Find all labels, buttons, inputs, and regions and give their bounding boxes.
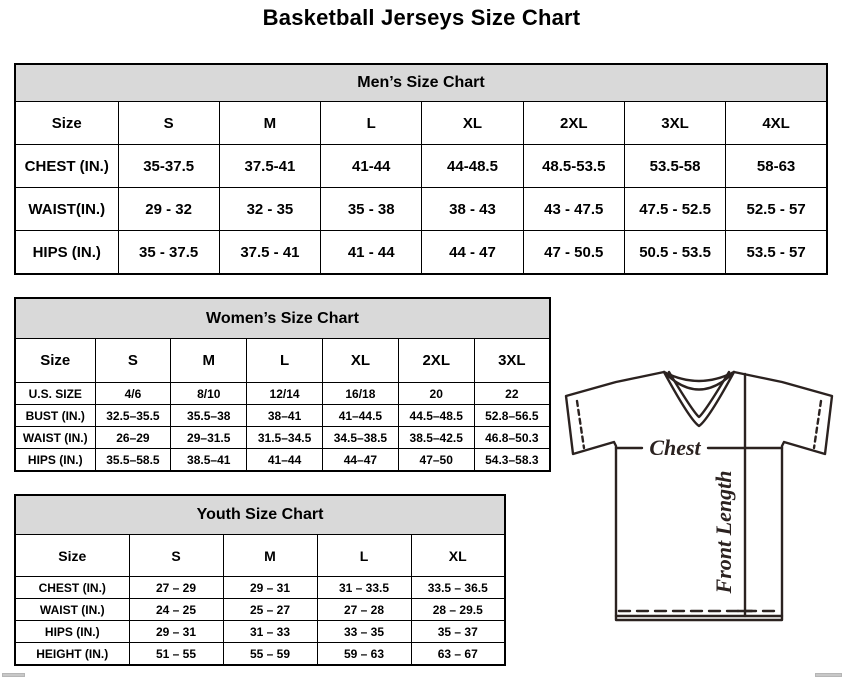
value-cell: 44-48.5 [422,145,523,188]
mens-size-table [14,63,828,275]
women-column-header: XL [322,339,398,383]
women-table-title: Women’s Size Chart [15,298,550,339]
value-cell: 58-63 [726,145,827,188]
row-label: HEIGHT (IN.) [15,643,129,666]
value-cell: 63 – 67 [411,643,505,666]
horizontal-scrollbar-fragment[interactable] [815,673,842,677]
value-cell: 51 – 55 [129,643,223,666]
value-cell: 50.5 - 53.5 [624,231,725,275]
value-cell: 38 - 43 [422,188,523,231]
value-cell: 41–44.5 [322,405,398,427]
men-table-title: Men’s Size Chart [15,64,827,102]
value-cell: 26–29 [95,427,171,449]
page-title: Basketball Jerseys Size Chart [262,5,581,30]
women-table-row [15,383,550,405]
women-column-header: M [171,339,247,383]
value-cell: 29 – 31 [223,577,317,599]
value-cell: 32.5–35.5 [95,405,171,427]
value-cell: 55 – 59 [223,643,317,666]
value-cell: 35.5–58.5 [95,449,171,472]
women-column-header: 3XL [474,339,550,383]
value-cell: 37.5 - 41 [219,231,320,275]
youth-table-title: Youth Size Chart [15,495,505,535]
value-cell: 54.3–58.3 [474,449,550,472]
men-column-header: 2XL [523,102,624,145]
value-cell: 53.5-58 [624,145,725,188]
value-cell: 44–47 [322,449,398,472]
value-cell: 31 – 33 [223,621,317,643]
row-label: U.S. SIZE [15,383,95,405]
men-table-row [15,188,827,231]
youth-column-header: XL [411,535,505,577]
value-cell: 41-44 [321,145,422,188]
youth-column-header: L [317,535,411,577]
women-column-header: 2XL [398,339,474,383]
jersey-measurement-diagram [556,364,843,634]
value-cell: 38–41 [247,405,323,427]
left-sleeve-dashed-seam [577,401,584,448]
youth-column-header: M [223,535,317,577]
right-sleeve-dashed-seam [814,401,821,448]
value-cell: 27 – 28 [317,599,411,621]
youth-table-row [15,643,505,666]
value-cell: 16/18 [322,383,398,405]
value-cell: 53.5 - 57 [726,231,827,275]
value-cell: 32 - 35 [219,188,320,231]
value-cell: 59 – 63 [317,643,411,666]
value-cell: 8/10 [171,383,247,405]
youth-size-table [14,494,506,666]
women-column-header: L [247,339,323,383]
value-cell: 35 – 37 [411,621,505,643]
women-column-header: S [95,339,171,383]
women-size-header: Size [15,339,95,383]
value-cell: 48.5-53.5 [523,145,624,188]
women-table-row [15,449,550,472]
value-cell: 52.5 - 57 [726,188,827,231]
youth-table-row [15,621,505,643]
value-cell: 20 [398,383,474,405]
front-length-label: Front Length [711,470,736,594]
youth-table-row [15,599,505,621]
value-cell: 38.5–42.5 [398,427,474,449]
value-cell: 12/14 [247,383,323,405]
chest-label: Chest [649,435,701,460]
men-table-row [15,145,827,188]
value-cell: 35.5–38 [171,405,247,427]
value-cell: 33.5 – 36.5 [411,577,505,599]
row-label: WAIST(IN.) [15,188,118,231]
row-label: BUST (IN.) [15,405,95,427]
value-cell: 47 - 50.5 [523,231,624,275]
value-cell: 4/6 [95,383,171,405]
value-cell: 28 – 29.5 [411,599,505,621]
value-cell: 37.5-41 [219,145,320,188]
value-cell: 31.5–34.5 [247,427,323,449]
value-cell: 44.5–48.5 [398,405,474,427]
value-cell: 47.5 - 52.5 [624,188,725,231]
row-label: WAIST (IN.) [15,599,129,621]
value-cell: 22 [474,383,550,405]
men-table-row [15,231,827,275]
value-cell: 33 – 35 [317,621,411,643]
youth-table-row [15,577,505,599]
value-cell: 35-37.5 [118,145,219,188]
value-cell: 46.8–50.3 [474,427,550,449]
value-cell: 35 - 37.5 [118,231,219,275]
value-cell: 24 – 25 [129,599,223,621]
value-cell: 41 - 44 [321,231,422,275]
women-table-row [15,427,550,449]
value-cell: 44 - 47 [422,231,523,275]
women-table-row [15,405,550,427]
jersey-outline [566,372,832,620]
men-column-header: 3XL [624,102,725,145]
value-cell: 38.5–41 [171,449,247,472]
men-column-header: M [219,102,320,145]
value-cell: 34.5–38.5 [322,427,398,449]
youth-column-header: S [129,535,223,577]
value-cell: 47–50 [398,449,474,472]
value-cell: 35 - 38 [321,188,422,231]
value-cell: 27 – 29 [129,577,223,599]
value-cell: 52.8–56.5 [474,405,550,427]
value-cell: 29 – 31 [129,621,223,643]
womens-size-table [14,297,551,472]
men-column-header: 4XL [726,102,827,145]
value-cell: 29–31.5 [171,427,247,449]
row-label: WAIST (IN.) [15,427,95,449]
value-cell: 41–44 [247,449,323,472]
men-size-header: Size [15,102,118,145]
row-label: HIPS (IN.) [15,449,95,472]
men-column-header: L [321,102,422,145]
row-label: CHEST (IN.) [15,577,129,599]
value-cell: 25 – 27 [223,599,317,621]
row-label: CHEST (IN.) [15,145,118,188]
men-column-header: S [118,102,219,145]
horizontal-scrollbar-thumb[interactable] [2,673,25,677]
value-cell: 29 - 32 [118,188,219,231]
youth-size-header: Size [15,535,129,577]
men-column-header: XL [422,102,523,145]
value-cell: 31 – 33.5 [317,577,411,599]
row-label: HIPS (IN.) [15,231,118,275]
value-cell: 43 - 47.5 [523,188,624,231]
row-label: HIPS (IN.) [15,621,129,643]
